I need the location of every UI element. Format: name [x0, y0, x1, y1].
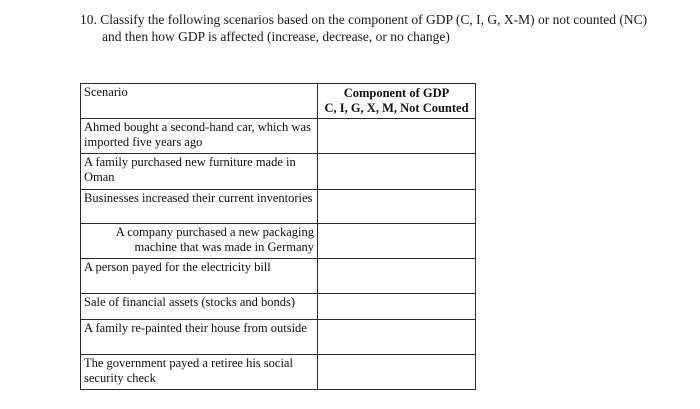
- scenario-cell: A family re-painted their house from outside: [81, 320, 318, 355]
- answer-cell[interactable]: [318, 320, 476, 355]
- answer-cell[interactable]: [318, 355, 476, 390]
- table-row: [81, 154, 476, 190]
- header-component-line-1: Component of GDP: [343, 86, 450, 100]
- scenario-cell: A family purchased new furniture made in Oman: [81, 154, 318, 190]
- table-row: [81, 294, 476, 320]
- gdp-classification-table: [80, 83, 476, 390]
- answer-cell[interactable]: [318, 119, 476, 154]
- answer-cell[interactable]: [318, 294, 476, 320]
- question-line-1: 10. Classify the following scenarios based on the component of GDP (C, I, G, X-M) or not counted (NC): [80, 12, 648, 27]
- scenario-cell: A company purchased a new packaging machine that was made in Germany: [81, 224, 318, 259]
- scenario-cell: Sale of financial assets (stocks and bonds): [81, 294, 318, 320]
- header-scenario: Scenario: [81, 84, 318, 119]
- table-header-row: [81, 84, 476, 119]
- answer-cell[interactable]: [318, 259, 476, 294]
- header-component-line-2: C, I, G, X, M, Not Counted: [324, 101, 469, 115]
- table-row: [81, 119, 476, 154]
- answer-cell[interactable]: [318, 224, 476, 259]
- header-component: [318, 84, 476, 119]
- scenario-cell: Businesses increased their current inventories: [81, 190, 318, 224]
- scenario-cell: Ahmed bought a second-hand car, which was imported five years ago: [81, 119, 318, 154]
- answer-cell[interactable]: [318, 154, 476, 190]
- table-row: [81, 259, 476, 294]
- question-text: [80, 11, 680, 45]
- table-row: [81, 320, 476, 355]
- scenario-cell: The government payed a retiree his social security check: [81, 355, 318, 390]
- table-row: [81, 190, 476, 224]
- table-row: [81, 224, 476, 259]
- question-line-2: and then how GDP is affected (increase, decrease, or no change): [102, 29, 450, 44]
- answer-cell[interactable]: [318, 190, 476, 224]
- table-row: [81, 355, 476, 390]
- scenario-cell: A person payed for the electricity bill: [81, 259, 318, 294]
